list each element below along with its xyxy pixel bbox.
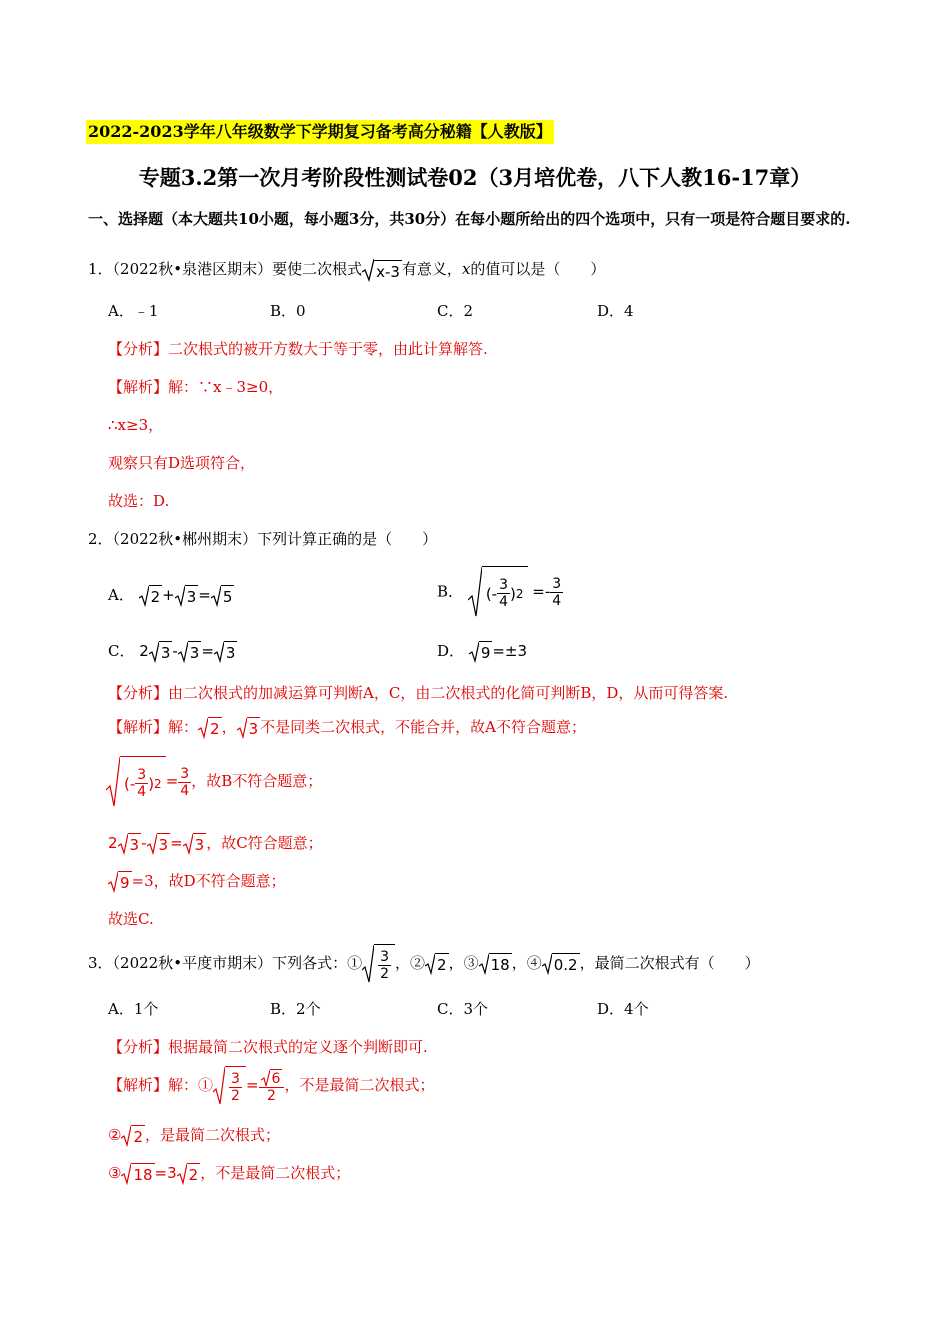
q3-option-c: C．3个: [437, 1000, 489, 1018]
q1-solution-2: ∴x≥3，: [108, 416, 164, 434]
q2-solution-1: 【解析】解： 2 ， 3 不是同类二次根式，不能合并，故A不符合题意；: [108, 718, 586, 738]
sqrt-symbol: x-3: [362, 258, 402, 282]
q1-option-b: B．0: [270, 302, 306, 320]
q3-stem: 3．（2022秋•平度市期末）下列各式：① $\frac{3}{2}$ ，② 2 ，③ 18 ，④ 0.2 ，最简二次根式有（ ）: [88, 944, 760, 984]
q2-option-b: B． (- $\frac{3}{4}$ ) 2 =- $\frac{3}{4}$: [437, 566, 563, 618]
header-banner: 2022-2023学年八年级数学下学期复习备考高分秘籍【人教版】: [86, 120, 554, 144]
q1-option-c: C．2: [437, 302, 474, 320]
q3-option-d: D．4个: [597, 1000, 649, 1018]
q3-solution-1: 【解析】解：① $\frac{3}{2}$ = $\frac{6}{2}$ ，不是最简二次根式；: [108, 1066, 434, 1106]
q1-solution-4: 故选：D.: [108, 492, 170, 510]
q2-solution-4: 9 =3，故D不符合题意；: [108, 870, 286, 893]
q3-option-b: B．2个: [270, 1000, 321, 1018]
q2-option-a: A． 2 + 3 = 5: [108, 586, 233, 606]
section-heading: 一、选择题（本大题共10小题，每小题3分，共30分）在每小题所给出的四个选项中，只有一项是符合题目要求的.: [88, 210, 851, 228]
q2-stem: 2．（2022秋•郴州期末）下列计算正确的是（ ）: [88, 530, 438, 548]
q2-option-c: C． 2 3 - 3 = 3: [108, 642, 236, 662]
q2-solution-5: 故选C.: [108, 910, 154, 928]
q2-solution-3: 2 3 - 3 = 3 ，故C符合题意；: [108, 834, 323, 854]
q3-analysis: 【分析】根据最简二次根式的定义逐个判断即可.: [108, 1038, 428, 1056]
q1-option-a: A．﹣1: [108, 302, 159, 320]
q2-analysis: 【分析】由二次根式的加减运算可判断A，C，由二次根式的化简可判断B，D，从而可得答案.: [108, 684, 729, 702]
q2-option-d: D． 9 =±3: [437, 642, 528, 662]
q3-solution-2: ② 2 ，是最简二次根式；: [108, 1126, 281, 1146]
q3-solution-3: ③ 18 =3 2 ，不是最简二次根式；: [108, 1164, 351, 1184]
q1-option-d: D．4: [597, 302, 634, 320]
q1-solution-1: 【解析】解：∵x﹣3≥0，: [108, 378, 284, 396]
q1-analysis: 【分析】二次根式的被开方数大于等于零，由此计算解答.: [108, 340, 488, 358]
q1-stem: 1．（2022秋•泉港区期末）要使二次根式 x-3 有意义，x的值可以是（ ）: [88, 260, 606, 281]
page-title: 专题3.2第一次月考阶段性测试卷02（3月培优卷，八下人教16-17章）: [138, 165, 812, 190]
q2-solution-2: (- $\frac{3}{4}$ ) 2 = $\frac{3}{4}$ ，故B不符合题意；: [106, 756, 322, 808]
q3-option-a: A．1个: [108, 1000, 159, 1018]
q1-solution-3: 观察只有D选项符合，: [108, 454, 256, 472]
